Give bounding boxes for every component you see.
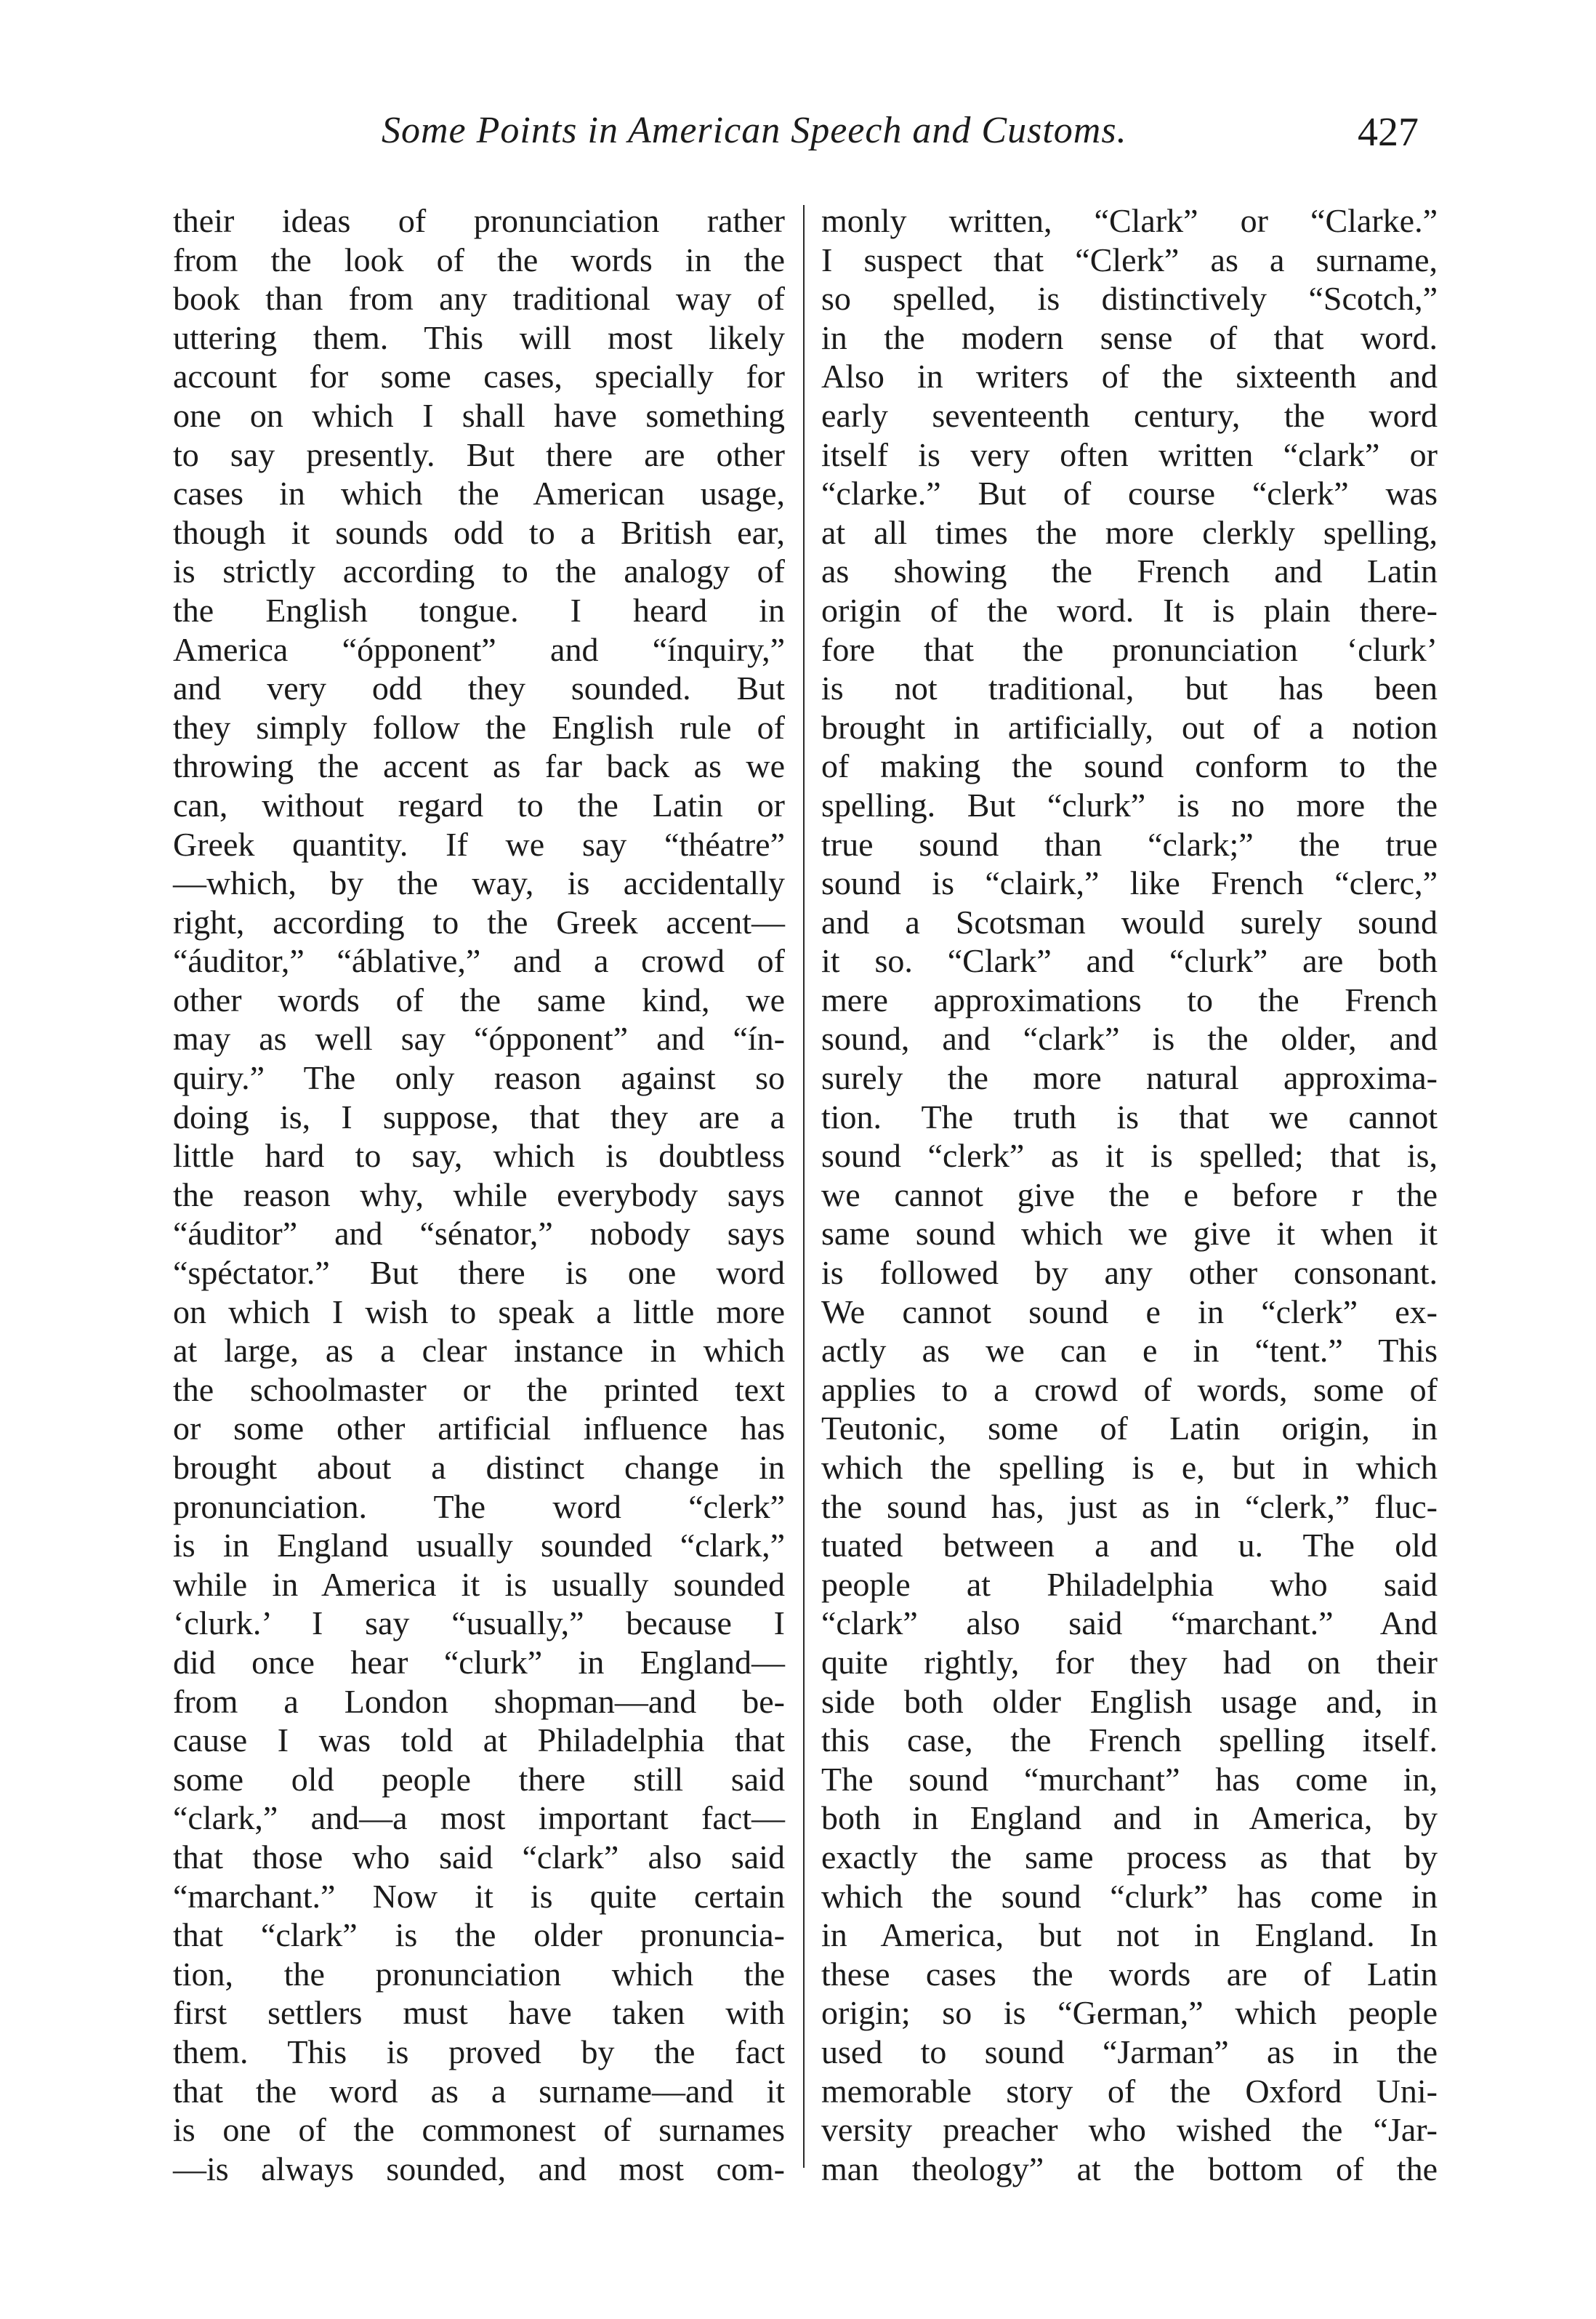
text-line: did once hear “clurk” in England— [173,1643,785,1681]
text-line: itself is very often written “clark” or [821,435,1438,473]
text-line: some old people there still said [173,1760,785,1798]
text-line: is in England usually sounded “clark,” [173,1527,785,1564]
text-line: so spelled, is distinctively “Scotch,” [821,280,1438,318]
text-line: side both older English usage and, in [821,1682,1438,1720]
text-line: both in England and in America, by [821,1799,1438,1837]
text-line: same sound which we give it when it [821,1215,1438,1253]
text-line: brought about a distinct change in [173,1449,785,1486]
text-line: tuated between a and u. The old [821,1527,1438,1564]
text-line: memorable story of the Oxford Uni- [821,2072,1438,2110]
text-line: and very odd they sounded. But [173,670,785,707]
text-line: “spéctator.” But there is one word [173,1254,785,1292]
text-line: the English tongue. I heard in [173,591,785,629]
text-line: of making the sound conform to the [821,747,1438,785]
text-line: in the modern sense of that word. [821,318,1438,356]
text-line: uttering them. This will most likely [173,318,785,356]
text-line: first settlers must have taken with [173,1994,785,2032]
text-line: “áuditor,” “áblative,” and a crowd of [173,942,785,980]
text-line: them. This is proved by the fact [173,2033,785,2070]
running-header [0,109,1596,174]
running-title: Some Points in American Speech and Customs. [382,110,1127,151]
text-line: I suspect that “Clerk” as a surname, [821,241,1438,278]
text-line: is one of the commonest of surnames [173,2111,785,2149]
text-line: exactly the same process as that by [821,1838,1438,1876]
text-line: used to sound “Jarman” as in the [821,2033,1438,2070]
text-line: and a Scotsman would surely sound [821,903,1438,941]
text-line: We cannot sound e in “clerk” ex- [821,1293,1438,1330]
text-line: “clarke.” But of course “clerk” was [821,475,1438,513]
text-line: is not traditional, but has been [821,670,1438,707]
text-line: origin of the word. It is plain there- [821,591,1438,629]
text-line: their ideas of pronunciation rather [173,202,785,239]
text-line: Greek quantity. If we say “théatre” [173,825,785,863]
text-line: mere approximations to the French [821,981,1438,1018]
text-line: the sound has, just as in “clerk,” fluc- [821,1487,1438,1525]
text-line: applies to a crowd of words, some of [821,1370,1438,1408]
text-line: as showing the French and Latin [821,552,1438,590]
text-line: quiry.” The only reason against so [173,1059,785,1097]
text-line: origin; so is “German,” which people [821,1994,1438,2032]
text-line: spelling. But “clurk” is no more the [821,786,1438,824]
text-line: doing is, I suppose, that they are a [173,1098,785,1136]
text-line: or some other artificial influence has [173,1410,785,1447]
text-line: account for some cases, specially for [173,358,785,395]
text-line: throwing the accent as far back as we [173,747,785,785]
text-line: right, according to the Greek accent— [173,903,785,941]
text-line: fore that the pronunciation ‘clurk’ [821,630,1438,668]
page-number: 427 [1358,110,1419,155]
text-line: —which, by the way, is accidentally [173,864,785,902]
text-line: while in America it is usually sounded [173,1565,785,1603]
text-line: tion. The truth is that we cannot [821,1098,1438,1136]
text-line: sound is “clairk,” like French “clerc,” [821,864,1438,902]
text-line: Also in writers of the sixteenth and [821,358,1438,395]
text-line: actly as we can e in “tent.” This [821,1332,1438,1370]
text-line: at all times the more clerkly spelling, [821,513,1438,551]
text-line: they simply follow the English rule of [173,708,785,746]
text-line: versity preacher who wished the “Jar- [821,2111,1438,2149]
text-line: “marchant.” Now it is quite certain [173,1877,785,1915]
text-line: “áuditor” and “sénator,” nobody says [173,1215,785,1253]
text-line: one on which I shall have something [173,396,785,434]
text-line: from a London shopman—and be- [173,1682,785,1720]
column-divider [803,205,805,2168]
text-line: on which I wish to speak a little more [173,1293,785,1330]
text-line: the reason why, while everybody says [173,1175,785,1213]
text-line: sound “clerk” as it is spelled; that is, [821,1137,1438,1175]
text-line: ‘clurk.’ I say “usually,” because I [173,1604,785,1642]
text-line: that “clark” is the older pronuncia- [173,1916,785,1954]
text-line: quite rightly, for they had on their [821,1643,1438,1681]
text-line: monly written, “Clark” or “Clarke.” [821,202,1438,239]
text-line: it so. “Clark” and “clurk” are both [821,942,1438,980]
text-line: early seventeenth century, the word [821,396,1438,434]
text-line: surely the more natural approxima- [821,1059,1438,1097]
text-line: to say presently. But there are other [173,435,785,473]
text-line: the schoolmaster or the printed text [173,1370,785,1408]
text-line: other words of the same kind, we [173,981,785,1018]
text-line: man theology” at the bottom of the [821,2150,1438,2187]
text-line: book than from any traditional way of [173,280,785,318]
text-line: true sound than “clark;” the true [821,825,1438,863]
text-line: at large, as a clear instance in which [173,1332,785,1370]
right-column [821,201,1438,2188]
text-line: America “ópponent” and “ínquiry,” [173,630,785,668]
text-line: sound, and “clark” is the older, and [821,1020,1438,1058]
text-line: pronunciation. The word “clerk” [173,1487,785,1525]
text-line: these cases the words are of Latin [821,1955,1438,1993]
text-line: this case, the French spelling itself. [821,1721,1438,1759]
text-line: people at Philadelphia who said [821,1565,1438,1603]
text-line: “clark” also said “marchant.” And [821,1604,1438,1642]
text-line: that those who said “clark” also said [173,1838,785,1876]
text-line: which the sound “clurk” has come in [821,1877,1438,1915]
text-line: in America, but not in England. In [821,1916,1438,1954]
text-line: cause I was told at Philadelphia that [173,1721,785,1759]
left-column [173,201,785,2188]
text-line: brought in artificially, out of a notion [821,708,1438,746]
text-line: though it sounds odd to a British ear, [173,513,785,551]
text-line: that the word as a surname—and it [173,2072,785,2110]
text-line: cases in which the American usage, [173,475,785,513]
text-line: from the look of the words in the [173,241,785,278]
text-line: is strictly according to the analogy of [173,552,785,590]
text-line: tion, the pronunciation which the [173,1955,785,1993]
text-line: “clark,” and—a most important fact— [173,1799,785,1837]
text-line: little hard to say, which is doubtless [173,1137,785,1175]
text-line: The sound “murchant” has come in, [821,1760,1438,1798]
text-line: we cannot give the e before r the [821,1175,1438,1213]
text-line: Teutonic, some of Latin origin, in [821,1410,1438,1447]
text-line: which the spelling is e, but in which [821,1449,1438,1486]
text-line: is followed by any other consonant. [821,1254,1438,1292]
text-line: can, without regard to the Latin or [173,786,785,824]
text-line: —is always sounded, and most com- [173,2150,785,2187]
text-line: may as well say “ópponent” and “ín- [173,1020,785,1058]
